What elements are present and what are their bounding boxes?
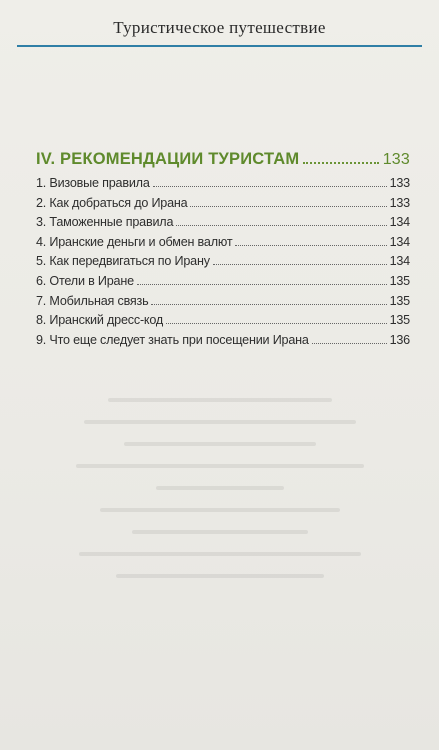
- toc-entry: [36, 235, 410, 255]
- toc-entry: [36, 333, 410, 353]
- toc-entry-title: 5. Как передвигаться по Ирану: [36, 254, 210, 269]
- toc-entry-page: 134: [389, 215, 410, 230]
- leader-dots: [151, 304, 386, 305]
- toc-section-page: 133: [382, 151, 410, 168]
- toc-entry: [36, 294, 410, 314]
- leader-dots: [176, 225, 386, 226]
- toc-entry-title: 2. Как добраться до Ирана: [36, 195, 188, 210]
- toc-section-title: IV. РЕКОМЕНДАЦИИ ТУРИСТАМ: [36, 150, 300, 168]
- toc-entry: [36, 176, 410, 196]
- toc-entry-title: 1. Визовые правила: [36, 176, 150, 190]
- toc-entry: [36, 313, 410, 333]
- toc-entry-page: 136: [389, 332, 410, 347]
- toc-entry-page: 134: [389, 254, 410, 269]
- leader-dots: [303, 162, 378, 164]
- toc-entry-title: 4. Иранские деньги и обмен валют: [36, 234, 233, 249]
- toc-entry-title: 3. Таможенные правила: [36, 215, 174, 230]
- toc-entry-page: 135: [389, 313, 410, 328]
- toc-entry-title: 8. Иранский дресс-код: [36, 313, 164, 328]
- running-header: Туристическое путешествие: [113, 18, 326, 37]
- table-of-contents: [36, 150, 410, 352]
- toc-entry-page: 134: [389, 234, 410, 249]
- leader-dots: [213, 264, 387, 265]
- toc-entry: [36, 215, 410, 235]
- toc-entry: [36, 254, 410, 274]
- toc-entry-title: 6. Отели в Иране: [36, 273, 134, 288]
- toc-entry: [36, 274, 410, 294]
- leader-dots: [153, 186, 387, 187]
- toc-entry-page: 135: [389, 293, 410, 308]
- toc-entry: [36, 196, 410, 216]
- toc-entry-page: 133: [389, 176, 410, 190]
- leader-dots: [235, 245, 386, 246]
- leader-dots: [166, 323, 387, 324]
- leader-dots: [190, 206, 386, 207]
- toc-entry-title: 9. Что еще следует знать при посещении Ирана: [36, 332, 309, 347]
- show-through-text: [60, 380, 380, 700]
- toc-section-heading: [36, 150, 410, 176]
- header-rule: [17, 45, 422, 47]
- toc-entry-page: 135: [389, 273, 410, 288]
- toc-entry-page: 133: [389, 195, 410, 210]
- toc-entry-title: 7. Мобильная связь: [36, 293, 149, 308]
- leader-dots: [312, 343, 387, 344]
- leader-dots: [137, 284, 387, 285]
